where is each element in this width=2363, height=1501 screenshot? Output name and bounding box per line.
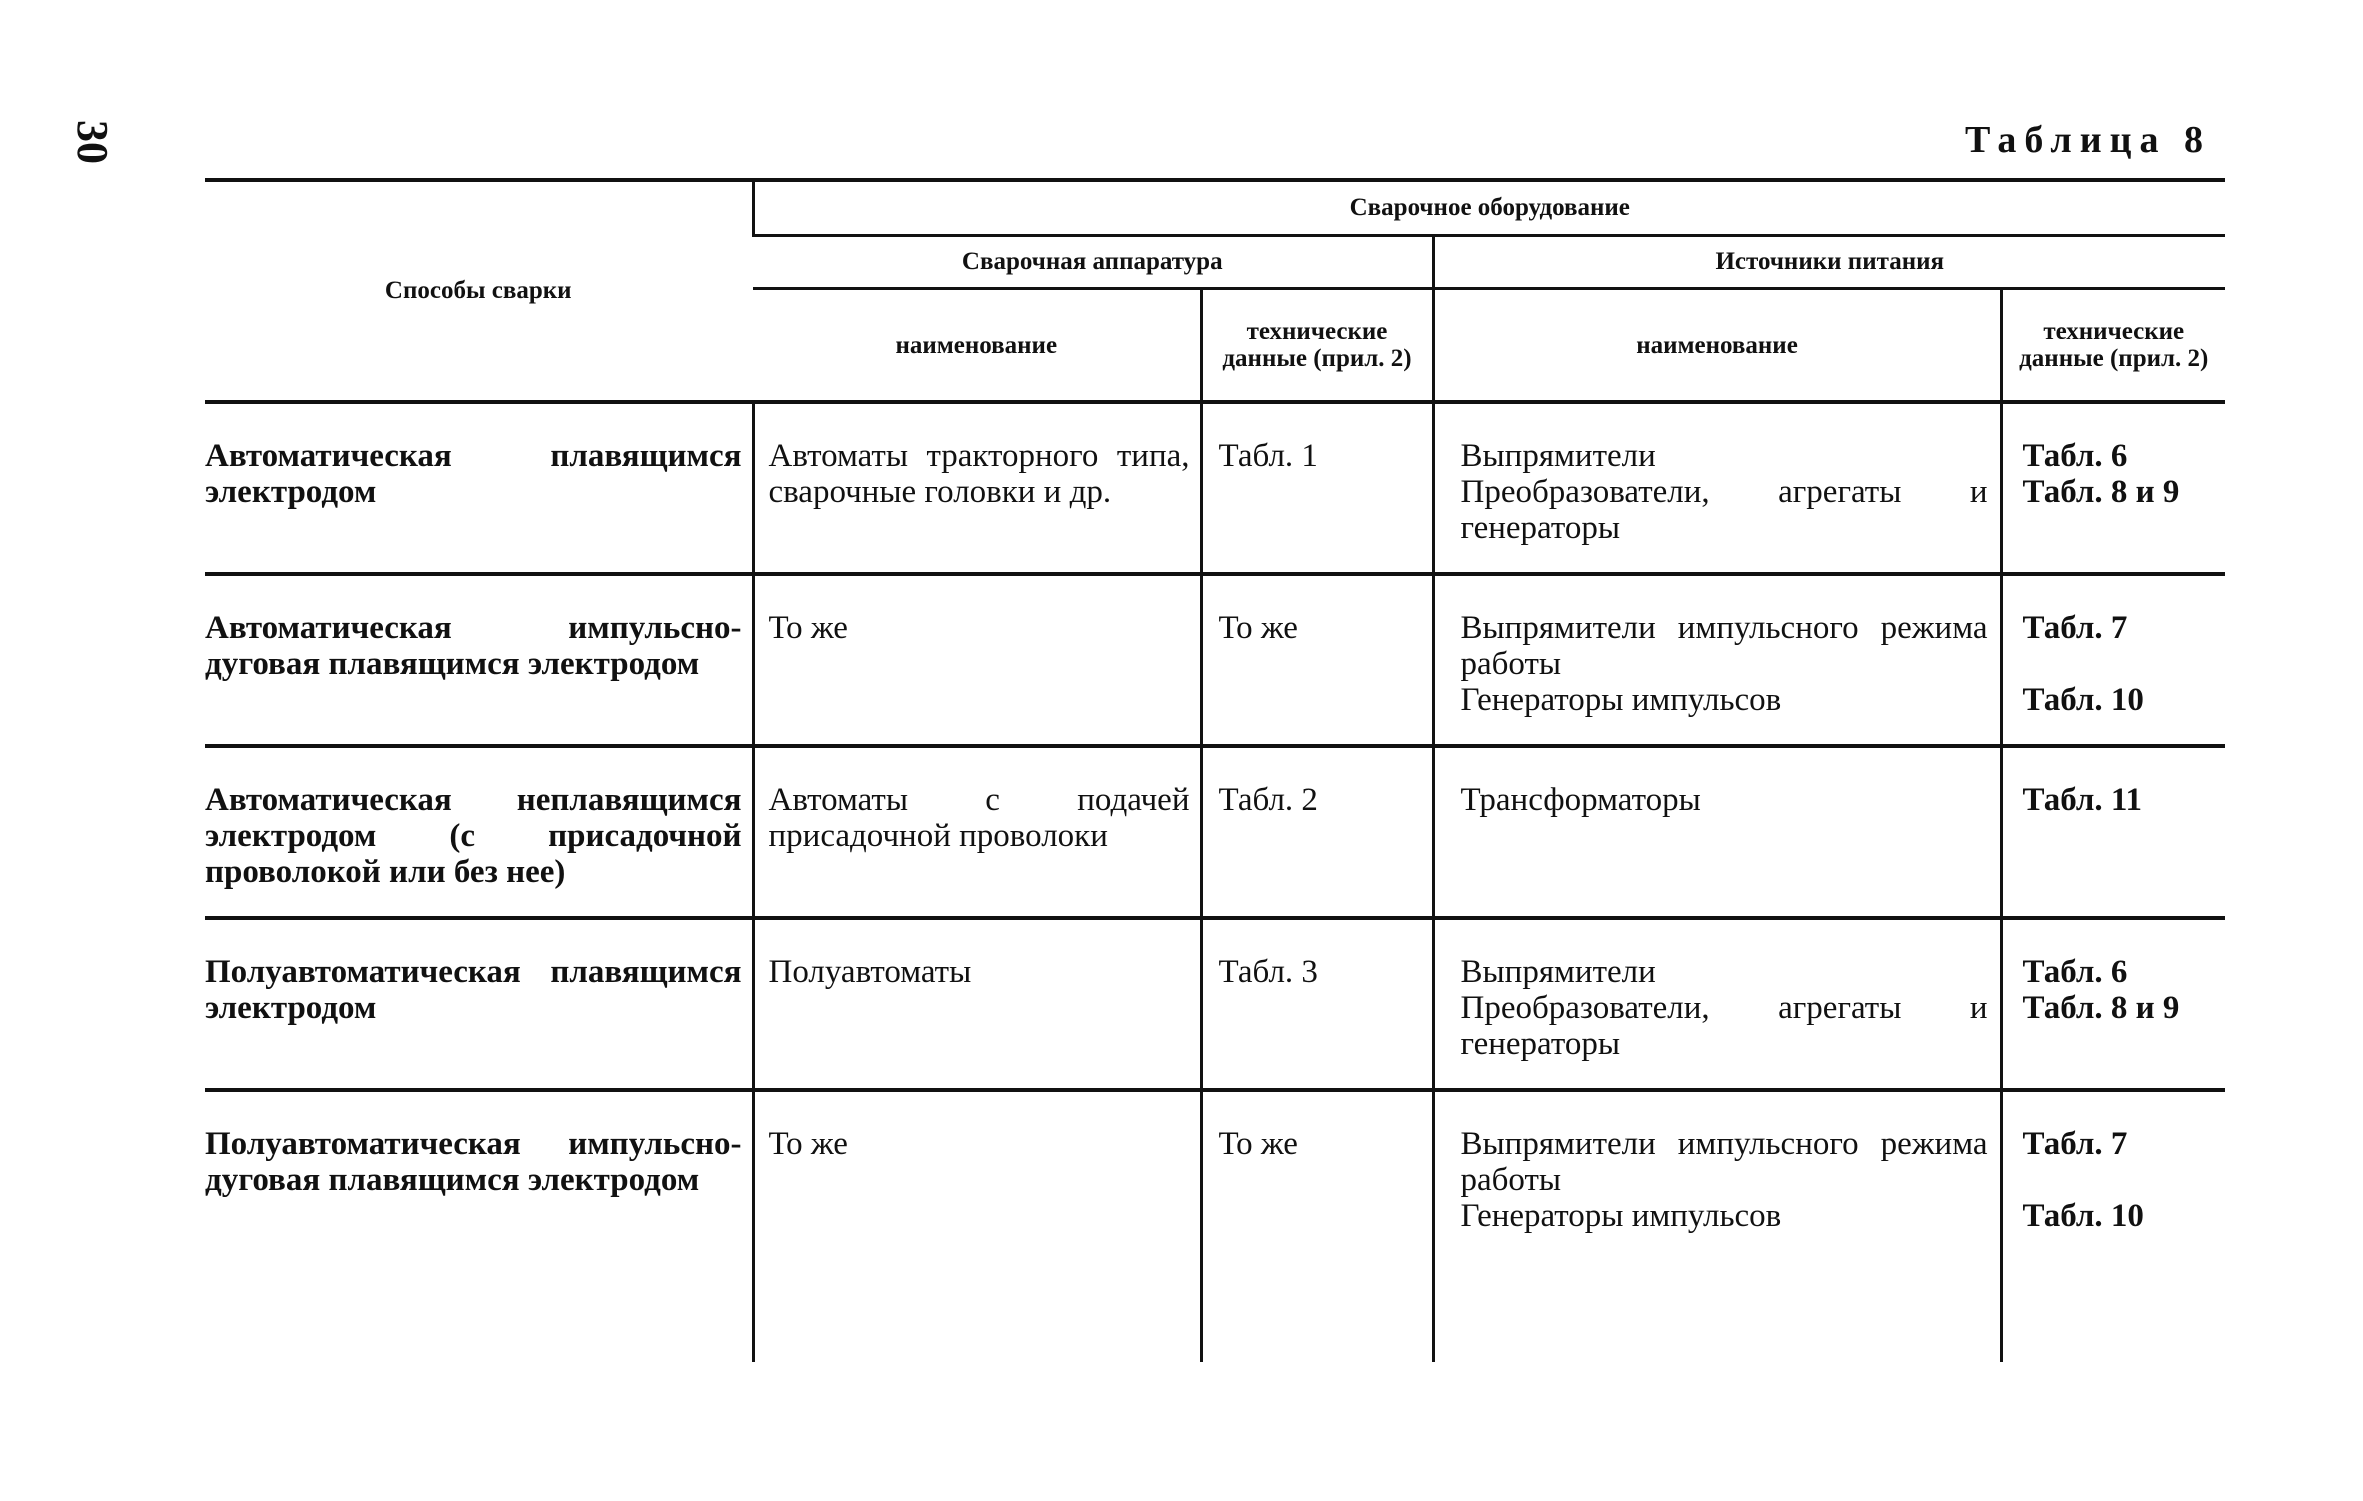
header-source-tech-data: технические данные (прил. 2) [2001, 289, 2225, 403]
apparatus-name-cell: Автоматы с подачей присадочной проволоки [753, 746, 1201, 918]
method-cell: Полуавтоматическая импульсно-дуговая плавящимся электродом [205, 1090, 753, 1362]
source-data-line: Табл. 11 [2022, 782, 2143, 818]
apparatus-name-cell: Автоматы тракторного типа, сварочные головки и др. [753, 402, 1201, 574]
source-name-cell [1433, 1090, 2001, 1362]
table-row [205, 574, 2225, 746]
source-data-line: Табл. 8 и 9 [2022, 474, 2180, 510]
apparatus-name-cell: Полуавтоматы [753, 918, 1201, 1090]
source-data-line: Табл. 7 [2022, 610, 2128, 646]
apparatus-name-cell: То же [753, 574, 1201, 746]
welding-table-container [205, 178, 2225, 1362]
method-cell: Полуавтоматическая плавящимся электродом [205, 918, 753, 1090]
source-line: Генераторы импульсов [1460, 682, 1782, 718]
apparatus-data-cell: Табл. 1 [1201, 402, 1433, 574]
table-row [205, 746, 2225, 918]
header-apparatus-name: наименование [895, 331, 1058, 359]
apparatus-name-cell: То же [753, 1090, 1201, 1362]
source-line: Генераторы импульсов [1460, 1198, 1782, 1234]
table-row [205, 1090, 2225, 1362]
source-line: Трансформаторы [1460, 782, 1701, 818]
method-cell: Автоматическая плавящимся электродом [205, 402, 753, 574]
source-data-cell [2001, 1090, 2225, 1362]
method-cell: Автоматическая импульсно-дуговая плавящимся электродом [205, 574, 753, 746]
source-line: Выпрямители импульсного режима работы [1460, 610, 1988, 682]
source-data-line: Табл. 8 и 9 [2022, 990, 2180, 1026]
header-source-name: наименование [1433, 289, 2001, 403]
source-line: Выпрямители импульсного режима работы [1460, 1126, 1988, 1198]
header-methods: Способы сварки [205, 180, 753, 402]
header-apparatus: Сварочная аппаратура [753, 236, 1433, 289]
source-data-line: Табл. 7 [2022, 1126, 2128, 1162]
apparatus-data-cell: Табл. 2 [1201, 746, 1433, 918]
apparatus-data-cell: То же [1201, 1090, 1433, 1362]
source-line: Выпрямители [1460, 954, 1656, 990]
source-data-cell [2001, 402, 2225, 574]
header-power-sources: Источники питания [1433, 236, 2225, 289]
apparatus-data-cell: Табл. 3 [1201, 918, 1433, 1090]
source-data-line: Табл. 6 [2022, 954, 2128, 990]
header-apparatus-tech-data: технические данные (прил. 2) [1201, 289, 1433, 403]
table-row [205, 402, 2225, 574]
table-row [205, 918, 2225, 1090]
source-data-line: Табл. 10 [2022, 1198, 2144, 1234]
source-name-cell [1433, 918, 2001, 1090]
source-line: Выпрямители [1460, 438, 1656, 474]
source-data-cell [2001, 574, 2225, 746]
header-equipment: Сварочное оборудование [753, 180, 2225, 236]
method-cell: Автоматическая неплавящимся электродом (с присадочной проволокой или без нее) [205, 746, 753, 918]
source-data-cell [2001, 918, 2225, 1090]
welding-equipment-table [205, 178, 2225, 1362]
source-name-cell [1433, 574, 2001, 746]
source-line: Преобразователи, агрегаты и генераторы [1460, 474, 1988, 546]
apparatus-data-cell: То же [1201, 574, 1433, 746]
page-number: 30 [68, 120, 117, 164]
source-name-cell [1433, 746, 2001, 918]
source-name-cell [1433, 402, 2001, 574]
table-caption: Таблица 8 [1964, 119, 2211, 161]
source-data-line: Табл. 10 [2022, 682, 2144, 718]
source-line: Преобразователи, агрегаты и генераторы [1460, 990, 1988, 1062]
source-data-cell [2001, 746, 2225, 918]
source-data-line: Табл. 6 [2022, 438, 2128, 474]
